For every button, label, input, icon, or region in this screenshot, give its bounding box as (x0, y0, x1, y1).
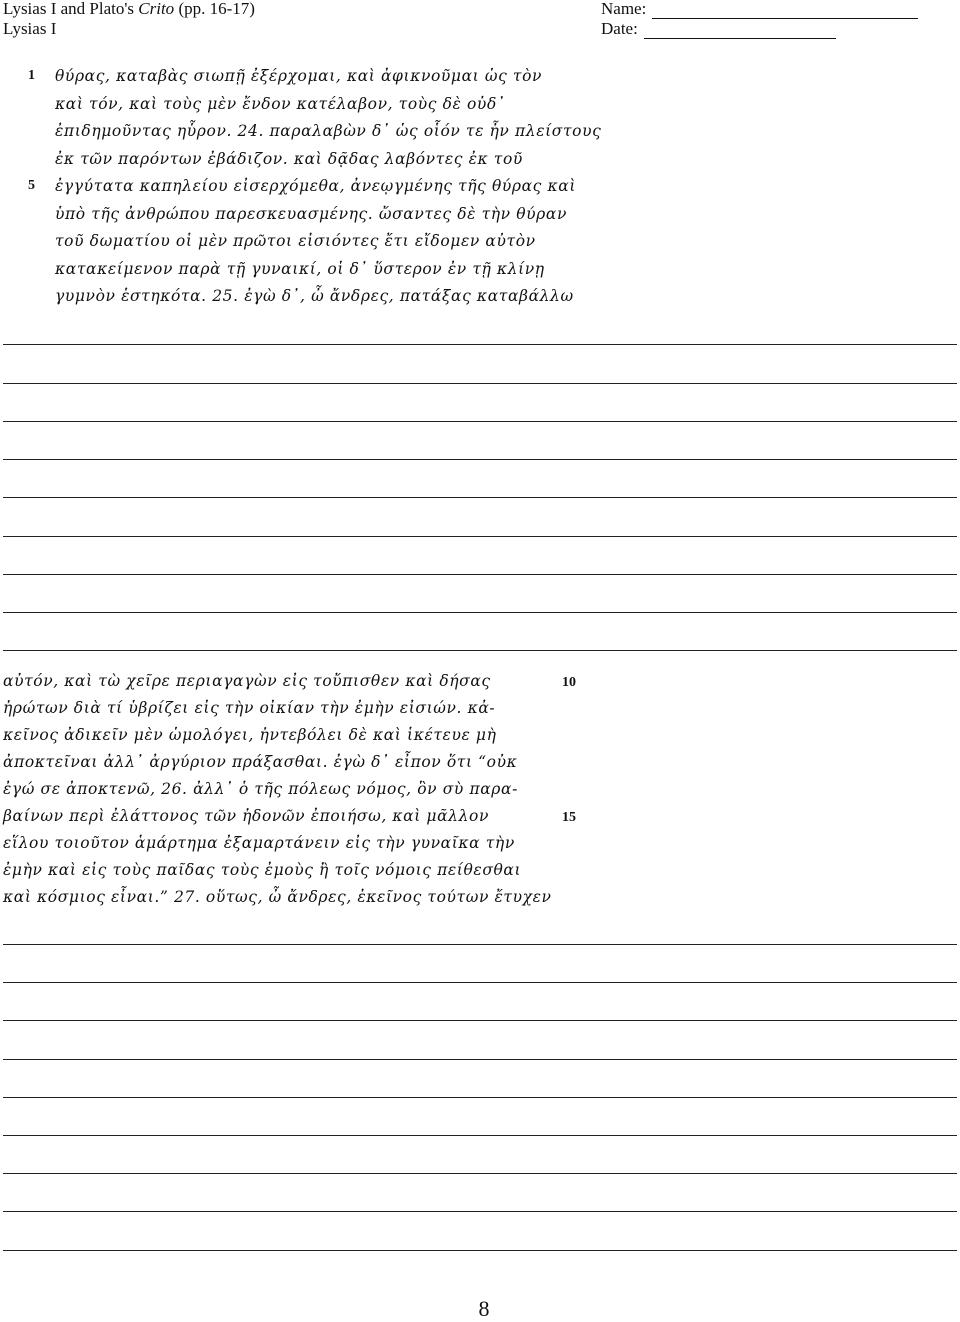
line-number: 15 (562, 810, 576, 825)
greek-line: ἐμὴν καὶ εἰς τοὺς παῖδας τοὺς ἐμοὺς ἢ τοῖς νόμοις πείθεσθαι (3, 861, 522, 879)
greek-line: βαίνων περὶ ἐλάττονος τῶν ἡδονῶν ἐποιήσω, καὶ μᾶλλον (3, 807, 489, 825)
title-prefix: Lysias I and Plato's (3, 0, 139, 18)
writing-line[interactable] (3, 650, 957, 651)
greek-line: ἀποκτεῖναι ἀλλ᾽ ἀργύριον πράξασθαι. ἐγὼ δ᾽ εἶπον ὅτι “οὐκ (3, 753, 518, 771)
writing-line[interactable] (3, 1173, 957, 1174)
greek-line: ὑπὸ τῆς ἀνθρώπου παρεσκευασμένης. ὤσαντες δὲ τὴν θύραν (55, 205, 567, 223)
greek-line: ἐγώ σε ἀποκτενῶ, 26. ἀλλ᾽ ὁ τῆς πόλεως νόμος, ὃν σὺ παρα- (3, 780, 518, 798)
greek-line: ἐκ τῶν παρόντων ἐβάδιζον. καὶ δᾷδας λαβόντες ἐκ τοῦ (55, 150, 523, 168)
greek-line: αὐτόν, καὶ τὼ χεῖρε περιαγαγὼν εἰς τοὔπισθεν καὶ δήσας (3, 672, 491, 690)
writing-line[interactable] (3, 1059, 957, 1060)
greek-line: γυμνὸν ἑστηκότα. 25. ἐγὼ δ᾽, ὦ ἄνδρες, πατάξας καταβάλλω (55, 287, 574, 305)
name-field (601, 0, 918, 19)
line-number: 10 (562, 675, 576, 690)
writing-line[interactable] (3, 1020, 957, 1021)
title-suffix: (pp. 16-17) (174, 0, 255, 18)
title-italic: Crito (138, 0, 175, 18)
page-subtitle: Lysias I (3, 19, 57, 38)
writing-line[interactable] (3, 574, 957, 575)
name-label: Name: (601, 0, 647, 18)
line-number: 5 (28, 178, 35, 193)
writing-line[interactable] (3, 344, 957, 345)
greek-line: ἐπιδημοῦντας ηὗρον. 24. παραλαβὼν δ᾽ ὡς οἷόν τε ἦν πλείστους (55, 122, 602, 140)
name-blank[interactable] (652, 4, 918, 19)
greek-line: κεῖνος ἀδικεῖν μὲν ὡμολόγει, ἠντεβόλει δὲ καὶ ἱκέτευε μὴ (3, 726, 497, 744)
greek-line: τοῦ δωματίου οἱ μὲν πρῶτοι εἰσιόντες ἔτι εἴδομεν αὐτὸν (55, 232, 536, 250)
greek-line: θύρας, καταβὰς σιωπῇ ἐξέρχομαι, καὶ ἀφικνοῦμαι ὡς τὸν (55, 67, 543, 85)
writing-line[interactable] (3, 1097, 957, 1098)
greek-line: ἠρώτων διὰ τί ὑβρίζει εἰς τὴν οἰκίαν τὴν ἐμὴν εἰσιών. κἀ- (3, 699, 496, 717)
writing-line[interactable] (3, 982, 957, 983)
writing-line[interactable] (3, 944, 957, 945)
greek-line: ἐγγύτατα καπηλείου εἰσερχόμεθα, ἀνεῳγμένης τῆς θύρας καὶ (55, 177, 576, 195)
page-number: 8 (478, 1296, 490, 1321)
greek-line: κατακείμενον παρὰ τῇ γυναικί, οἱ δ᾽ ὕστερον ἐν τῇ κλίνῃ (55, 260, 545, 278)
greek-line: καὶ τόν, καὶ τοὺς μὲν ἔνδον κατέλαβον, τοὺς δὲ οὐδ᾽ (55, 95, 506, 113)
writing-line[interactable] (3, 421, 957, 422)
date-blank[interactable] (644, 24, 836, 39)
writing-line[interactable] (3, 383, 957, 384)
page-title (3, 0, 255, 19)
writing-line[interactable] (3, 497, 957, 498)
writing-line[interactable] (3, 536, 957, 537)
writing-line[interactable] (3, 1211, 957, 1212)
writing-line[interactable] (3, 1135, 957, 1136)
date-field (601, 19, 836, 39)
writing-line[interactable] (3, 459, 957, 460)
line-number: 1 (28, 68, 35, 83)
writing-line[interactable] (3, 1250, 957, 1251)
greek-line: εἵλου τοιοῦτον ἁμάρτημα ἐξαμαρτάνειν εἰς τὴν γυναῖκα τὴν (3, 834, 515, 852)
greek-line: καὶ κόσμιος εἶναι.” 27. οὕτως, ὦ ἄνδρες, ἐκεῖνος τούτων ἔτυχεν (3, 888, 552, 906)
writing-line[interactable] (3, 612, 957, 613)
date-label: Date: (601, 19, 638, 38)
